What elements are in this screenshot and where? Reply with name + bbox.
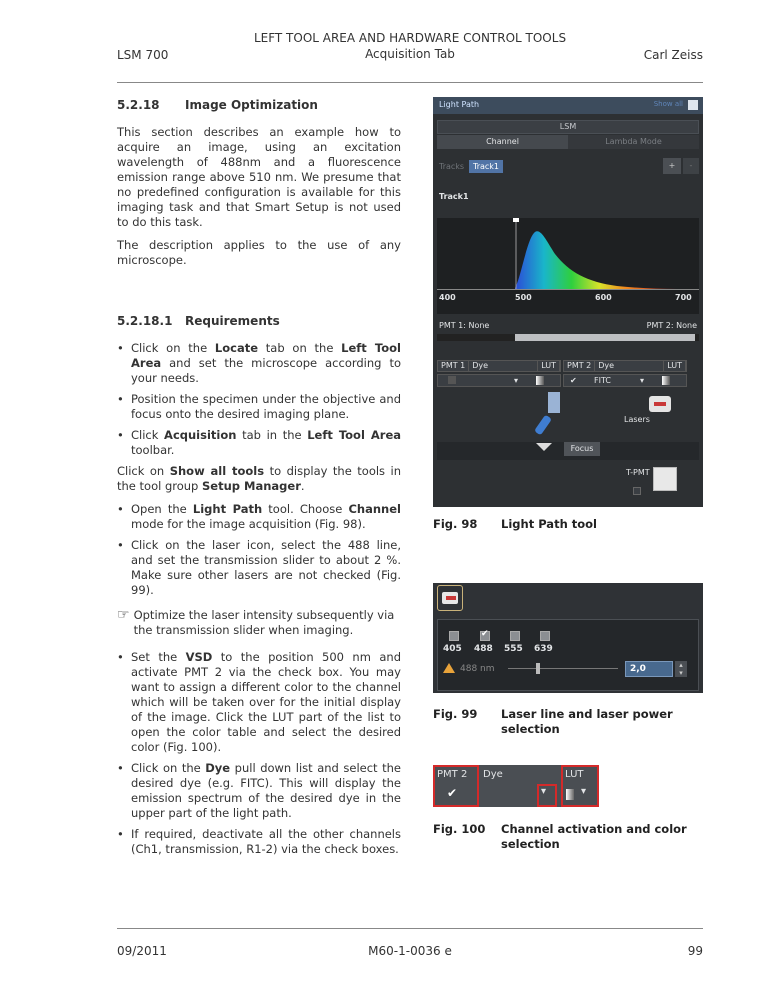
- vsd-slider-grip[interactable]: [515, 334, 695, 341]
- figure-98-caption: [433, 517, 703, 532]
- figure-number: Fig. 98: [433, 517, 478, 531]
- section-heading: [117, 98, 401, 113]
- list-item: • Click on the Locate tab on the Left Tool Area and set the microscope according to your needs.: [117, 341, 401, 386]
- transmission-slider[interactable]: [508, 668, 618, 669]
- focus-button[interactable]: Focus: [564, 442, 600, 456]
- laser-icon[interactable]: [649, 396, 671, 412]
- figure-number: Fig. 100: [433, 822, 486, 836]
- highlight-lut: [561, 765, 599, 807]
- header-product: LSM 700: [117, 48, 169, 62]
- pmt1-status: PMT 1: None: [439, 321, 490, 330]
- lut-label: LUT: [538, 361, 560, 371]
- figure-100-caption: [433, 822, 703, 852]
- pmt-label: PMT 2: [437, 769, 468, 780]
- intro-paragraph: This section describes an example how to acquire an image, using an excitation wavelength of 488nm and a fluorescence emission range above 510 nm. We presume that no predefined configuration is available for this imaging task and that Smart Setup is not used to do this task.: [117, 125, 401, 229]
- filter-block: [548, 392, 560, 413]
- figure-caption-text: Channel activation and color selection: [501, 822, 687, 851]
- vsd-slider[interactable]: [437, 334, 699, 341]
- mode-tabs: [437, 135, 699, 149]
- note: [117, 608, 401, 638]
- show-all-paragraph: Click on Show all tools to display the tools in the tool group Setup Manager.: [117, 464, 402, 493]
- dye-dropdown-icon[interactable]: ▾: [514, 376, 519, 385]
- axis-tick-label: 600: [595, 293, 612, 302]
- laser-line-label: 639: [534, 644, 553, 654]
- header-title-line1: LEFT TOOL AREA AND HARDWARE CONTROL TOOLS: [253, 31, 567, 45]
- scope-paragraph: The description applies to the use of any microscope.: [117, 238, 401, 267]
- laser-line-label: 488: [474, 644, 493, 654]
- tab-lambda-mode[interactable]: Lambda Mode: [568, 135, 699, 149]
- lut-label: LUT: [664, 361, 686, 371]
- remove-track-button[interactable]: -: [683, 158, 699, 174]
- dye-label: Dye: [483, 769, 503, 780]
- section-number: 5.2.18: [117, 98, 160, 112]
- subsection-title: Requirements: [185, 314, 280, 328]
- list-item: • Position the specimen under the objective and focus onto the desired imaging plane.: [117, 392, 401, 422]
- lut-label: LUT: [565, 769, 584, 780]
- show-all-link[interactable]: Show all: [653, 100, 683, 108]
- footer-date: 09/2011: [117, 944, 167, 958]
- pmt2-row: [563, 374, 687, 387]
- laser-wavelength-label: 488 nm: [460, 664, 495, 674]
- steps-list-2: [117, 650, 401, 857]
- axis-tick-label: 500: [515, 293, 532, 302]
- laser-checkbox-488[interactable]: ✔: [481, 629, 489, 639]
- lut-dropdown-icon[interactable]: ▾: [581, 786, 587, 797]
- page-header: [117, 30, 703, 86]
- pmt-status-row: [439, 321, 697, 330]
- transmission-value-input[interactable]: 2,0: [625, 661, 673, 677]
- track-name: Track1: [439, 192, 469, 201]
- light-path-screenshot: [433, 97, 703, 507]
- page-number: 99: [687, 944, 703, 958]
- spectrum-curve: [515, 231, 677, 290]
- figure-99-caption: [433, 707, 703, 737]
- dye-label: Dye: [595, 361, 664, 371]
- section-title: Image Optimization: [185, 98, 318, 112]
- lut-swatch[interactable]: [536, 376, 544, 385]
- pmt2-status: PMT 2: None: [646, 321, 697, 330]
- lsm-label: LSM: [437, 120, 699, 134]
- slider-handle[interactable]: [536, 663, 540, 674]
- value-stepper[interactable]: ▴ ▾: [675, 661, 687, 677]
- pmt2-header: [563, 360, 687, 372]
- header-title-line2: Acquisition Tab: [365, 47, 455, 61]
- pmt1-row: [437, 374, 561, 387]
- laser-checkbox-405[interactable]: [449, 631, 459, 641]
- dye-label: Dye: [469, 361, 538, 371]
- wavelength-axis: [437, 289, 699, 303]
- dye-value: FITC: [594, 376, 611, 385]
- footer-doc-number: M60-1-0036 e: [368, 944, 452, 958]
- laser-line-label: 555: [504, 644, 523, 654]
- figure-caption-text: Laser line and laser power selection: [501, 707, 673, 736]
- body-text: [117, 98, 401, 863]
- footer-rule: [117, 928, 703, 929]
- list-item: • Set the VSD to the position 500 nm and activate PMT 2 via the check box. You may want to assign a different color to the channel which will be taken over for the initial display of the image. Click the LUT part of the list to open the color table and select the desired color (Fig. 100).: [117, 650, 401, 755]
- list-item: • If required, deactivate all the other channels (Ch1, transmission, R1-2) via the check boxes.: [117, 827, 401, 857]
- tool-checkbox[interactable]: [688, 100, 698, 110]
- pmt1-header: [437, 360, 561, 372]
- laser-icon[interactable]: [437, 585, 463, 611]
- list-item: • Click on the laser icon, select the 488 line, and set the transmission slider to about 2 %. Make sure other lasers are not checked (Fig. 99).: [117, 538, 401, 598]
- tpmt-checkbox[interactable]: [633, 487, 641, 495]
- pointing-hand-icon: ☞: [117, 607, 130, 623]
- list-item: • Open the Light Path tool. Choose Channel mode for the image acquisition (Fig. 98).: [117, 502, 401, 532]
- list-item: • Click on the Dye pull down list and select the desired dye (e.g. FITC). This will display the emission spectrum of the desired dye in the upper part of the light path.: [117, 761, 401, 821]
- vsd-marker-handle[interactable]: [513, 218, 519, 222]
- figure-number: Fig. 99: [433, 707, 478, 721]
- header-title: [117, 30, 703, 62]
- pmt2-label: PMT 2: [564, 361, 595, 371]
- objective-icon: [533, 443, 555, 457]
- highlight-dye-dropdown: [537, 784, 557, 807]
- dye-dropdown-icon[interactable]: ▾: [640, 376, 645, 385]
- laser-panel: [437, 619, 699, 691]
- light-path-titlebar: [433, 97, 703, 114]
- laser-checkbox-639[interactable]: [540, 631, 550, 641]
- tab-channel[interactable]: Channel: [437, 135, 568, 149]
- channel-activation-screenshot: [433, 765, 599, 807]
- figure-caption-text: Light Path tool: [501, 517, 597, 531]
- pmt-checkbox[interactable]: ✔: [447, 786, 458, 800]
- tracks-label: Tracks: [439, 162, 465, 171]
- laser-checkbox-555[interactable]: [510, 631, 520, 641]
- tpmt-detector-icon[interactable]: [653, 467, 677, 491]
- tpmt-label: T-PMT: [626, 468, 650, 477]
- pmt1-label: PMT 1: [438, 361, 469, 371]
- beam-splitter-icon[interactable]: [534, 415, 552, 436]
- light-path-title: Light Path: [439, 100, 480, 109]
- lut-swatch[interactable]: [662, 376, 670, 385]
- axis-tick-label: 700: [675, 293, 692, 302]
- laser-line-label: 405: [443, 644, 462, 654]
- warning-icon: [443, 663, 455, 673]
- pmt1-checkbox[interactable]: [448, 376, 456, 384]
- add-track-button[interactable]: +: [663, 158, 681, 174]
- laser-selection-screenshot: [433, 583, 703, 693]
- note-text: Optimize the laser intensity subsequently via the transmission slider when imaging.: [133, 608, 395, 637]
- highlight-checkbox: [433, 765, 479, 807]
- axis-tick-label: 400: [439, 293, 456, 302]
- requirements-list: [117, 341, 401, 458]
- page-footer: [117, 928, 703, 958]
- steps-list-1: [117, 502, 401, 598]
- track1-button[interactable]: Track1: [469, 160, 503, 173]
- subsection-number: 5.2.18.1: [117, 314, 173, 328]
- list-item: • Click Acquisition tab in the Left Tool Area toolbar.: [117, 428, 401, 458]
- dye-dropdown-icon[interactable]: ▾: [541, 786, 547, 797]
- header-company: Carl Zeiss: [643, 48, 703, 62]
- header-rule: [117, 82, 703, 83]
- subsection-heading: [117, 314, 401, 329]
- pmt2-checkbox[interactable]: ✔: [570, 376, 577, 385]
- lasers-label: Lasers: [624, 415, 650, 424]
